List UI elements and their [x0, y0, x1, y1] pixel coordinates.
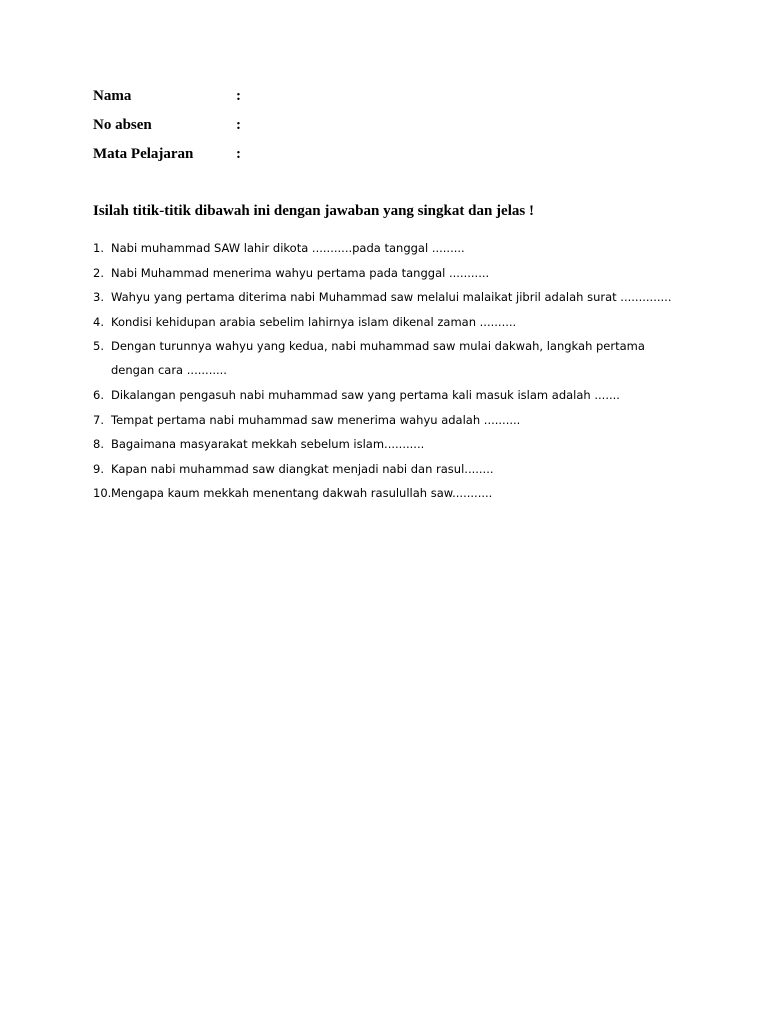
question-item-6	[93, 387, 693, 403]
question-item-2	[93, 265, 693, 281]
instruction-text: Isilah titik-titik dibawah ini dengan jawaban yang singkat dan jelas !	[93, 203, 534, 219]
question-text: Mengapa kaum mekkah menentang dakwah rasulullah saw...........	[111, 486, 493, 501]
question-list	[93, 240, 693, 510]
info-label: Mata Pelajaran	[93, 146, 194, 162]
question-number: 10.	[93, 486, 112, 501]
question-text: Dengan turunnya wahyu yang kedua, nabi muhammad saw mulai dakwah, langkah pertama	[111, 339, 645, 354]
question-item-9	[93, 461, 693, 477]
question-number: 2.	[93, 265, 104, 280]
info-colon: :	[236, 88, 241, 104]
question-item-4	[93, 314, 693, 330]
info-label: No absen	[93, 117, 152, 133]
question-number: 5.	[93, 339, 104, 354]
question-text: Kapan nabi muhammad saw diangkat menjadi nabi dan rasul........	[111, 461, 494, 476]
question-number: 9.	[93, 461, 104, 476]
question-text: Tempat pertama nabi muhammad saw menerima wahyu adalah ..........	[111, 412, 521, 427]
question-text: Wahyu yang pertama diterima nabi Muhammad saw melalui malaikat jibril adalah surat ..............	[111, 290, 672, 305]
info-colon: :	[236, 117, 241, 133]
question-text-continuation: dengan cara ...........	[111, 363, 227, 378]
question-item-7	[93, 412, 693, 428]
question-number: 3.	[93, 290, 104, 305]
question-number: 7.	[93, 412, 104, 427]
question-text: Dikalangan pengasuh nabi muhammad saw yang pertama kali masuk islam adalah .......	[111, 387, 620, 402]
question-text-wrapper	[111, 338, 693, 378]
question-item-8	[93, 436, 693, 452]
question-text: Nabi Muhammad menerima wahyu pertama pada tanggal ...........	[111, 265, 490, 280]
question-text: Bagaimana masyarakat mekkah sebelum islam...........	[111, 437, 425, 452]
info-label: Nama	[93, 88, 132, 104]
question-number: 8.	[93, 437, 104, 452]
question-text: Kondisi kehidupan arabia sebelim lahirnya islam dikenal zaman ..........	[111, 314, 517, 329]
question-item-10	[93, 485, 693, 501]
question-number: 4.	[93, 314, 104, 329]
question-item-3	[93, 289, 693, 305]
info-colon: :	[236, 146, 241, 162]
question-item-5	[93, 338, 693, 378]
question-number: 1.	[93, 241, 104, 255]
question-number: 6.	[93, 387, 104, 402]
question-text: Nabi muhammad SAW lahir dikota ...........pada tanggal .........	[111, 241, 465, 255]
question-item-1	[93, 240, 693, 256]
